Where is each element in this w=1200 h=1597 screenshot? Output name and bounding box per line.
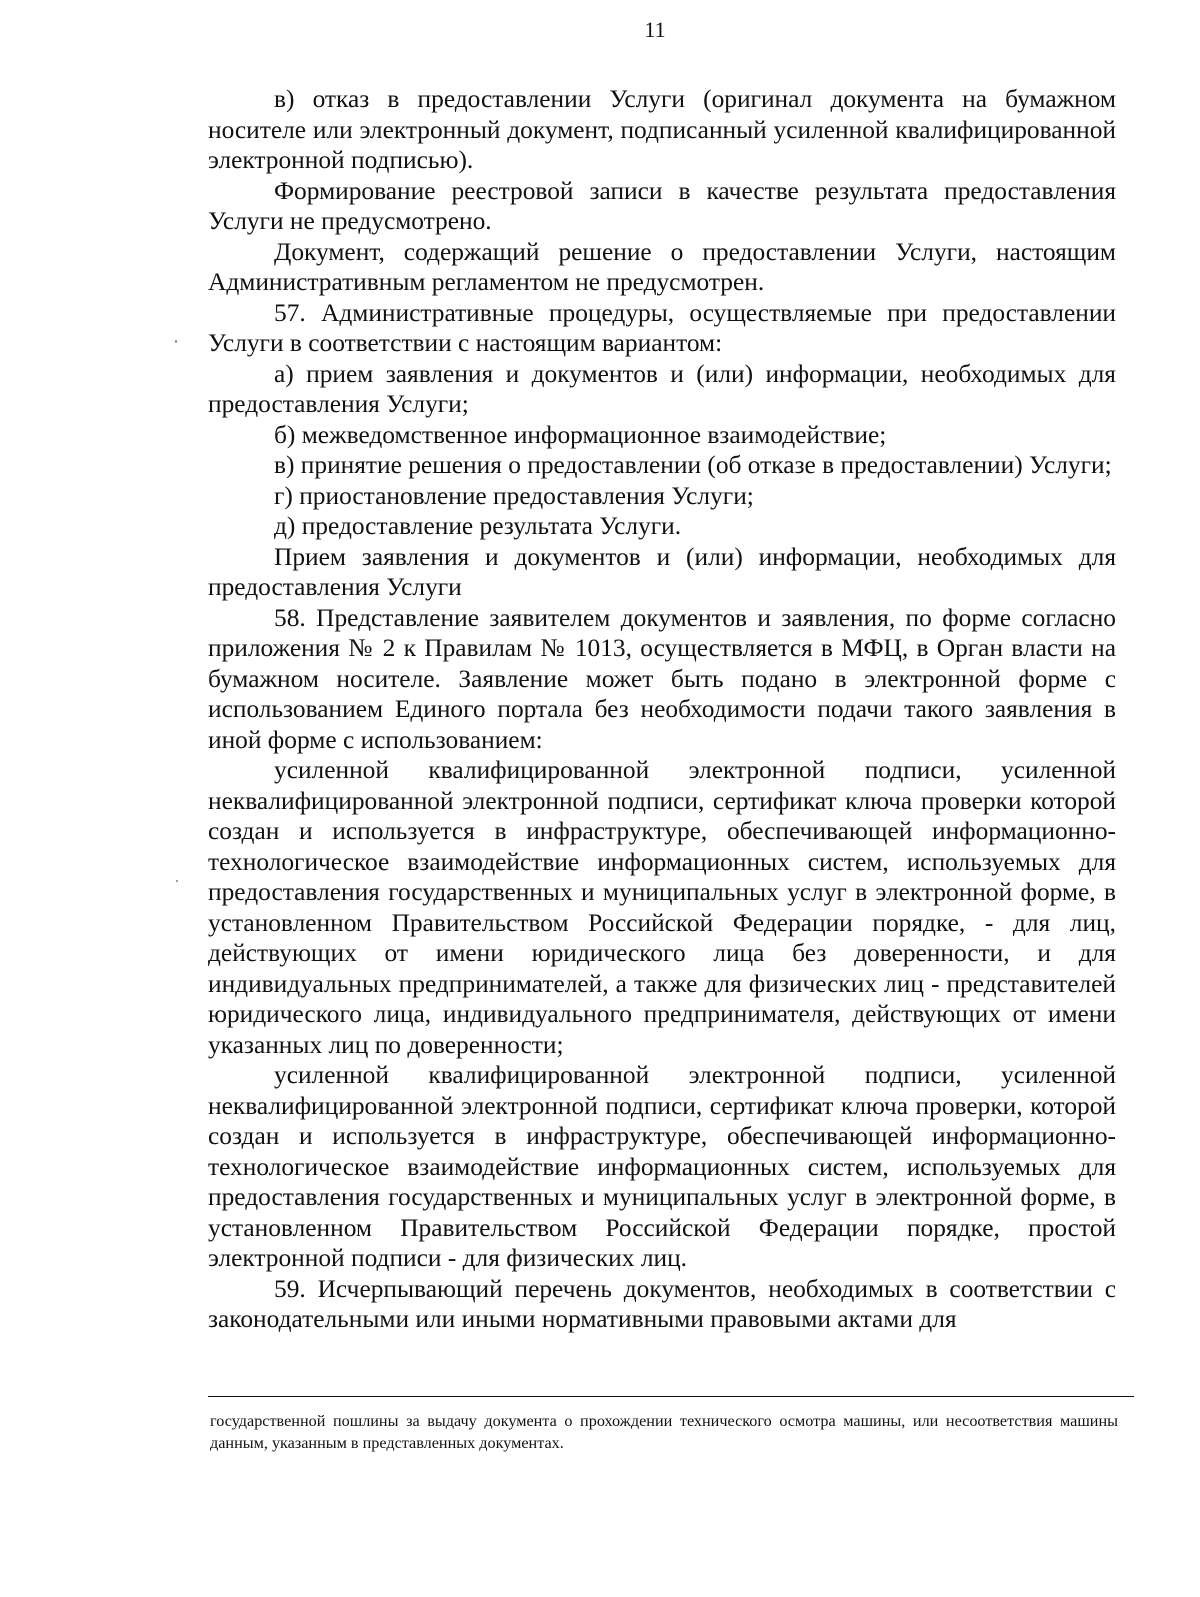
footnote-text: государственной пошлины за выдачу документа о прохождении технического осмотра машины, или несоответствия машины данным, указанным в представленных документах.	[210, 1412, 1118, 1452]
paragraph-57: 57. Административные процедуры, осуществляемые при предоставлении Услуги в соответствии с настоящим вариантом:	[208, 298, 1116, 357]
page-number: 11	[644, 17, 666, 42]
paragraph-decision-document: Документ, содержащий решение о предоставлении Услуги, настоящим Административным регламентом не предусмотрен.	[208, 237, 1116, 296]
list-item-g: г) приостановление предоставления Услуги;	[274, 481, 754, 510]
paragraph-signature-legal: усиленной квалифицированной электронной подписи, усиленной неквалифицированной электронной подписи, сертификат ключа проверки которой создан и используется в инфраструктуре, обеспечивающей информационно-технологическое взаимодействие информационных систем, используемых для предоставления государственных и муниципальных услуг в электронной форме, в установленном Правительством Российской Федерации порядке, - для лиц, действующих от имени юридического лица без доверенности, и для индивидуальных предпринимателей, а также для физических лиц - представителей юридического лица, индивидуального предпринимателя, действующих от имени указанных лиц по доверенности;	[208, 756, 1116, 1059]
paragraph-refusal-item: в) отказ в предоставлении Услуги (оригинал документа на бумажном носителе или электронный документ, подписанный усиленной квалифицированной электронной подписью).	[208, 85, 1116, 174]
paragraph-58: 58. Представление заявителем документов и заявления, по форме согласно приложения № 2 к Правилам № 1013, осуществляется в МФЦ, в Орган власти на бумажном носителе. Заявление может быть подано в электронной форме с использованием Единого портала без необходимости подачи такого заявления в иной форме с использованием:	[208, 603, 1116, 754]
document-body	[208, 84, 1116, 1335]
list-item-a: а) прием заявления и документов и (или) информации, необходимых для предоставления Услуги;	[208, 359, 1116, 418]
list-item-b: б) межведомственное информационное взаимодействие;	[274, 420, 887, 449]
list-item-v: в) принятие решения о предоставлении (об отказе в предоставлении) Услуги;	[274, 451, 1112, 479]
section-heading-reception: Прием заявления и документов и (или) информации, необходимых для предоставления Услуги	[208, 542, 1116, 601]
paragraph-signature-physical: усиленной квалифицированной электронной подписи, усиленной неквалифицированной электронной подписи, сертификат ключа проверки, которой создан и используется в инфраструктуре, обеспечивающей информационно-технологическое взаимодействие информационных систем, используемых для предоставления государственных и муниципальных услуг в электронной форме, в установленном Правительством Российской Федерации порядке, простой электронной подписи - для физических лиц.	[208, 1061, 1116, 1272]
paragraph-registry-record: Формирование реестровой записи в качестве результата предоставления Услуги не предусмотрено.	[208, 176, 1116, 235]
paragraph-59: 59. Исчерпывающий перечень документов, необходимых в соответствии с законодательными или иными нормативными правовыми актами для	[208, 1274, 1116, 1333]
scan-speck	[176, 880, 178, 882]
scan-speck	[175, 340, 177, 343]
footnote-divider	[208, 1396, 1134, 1397]
list-item-d: д) предоставление результата Услуги.	[274, 512, 682, 540]
